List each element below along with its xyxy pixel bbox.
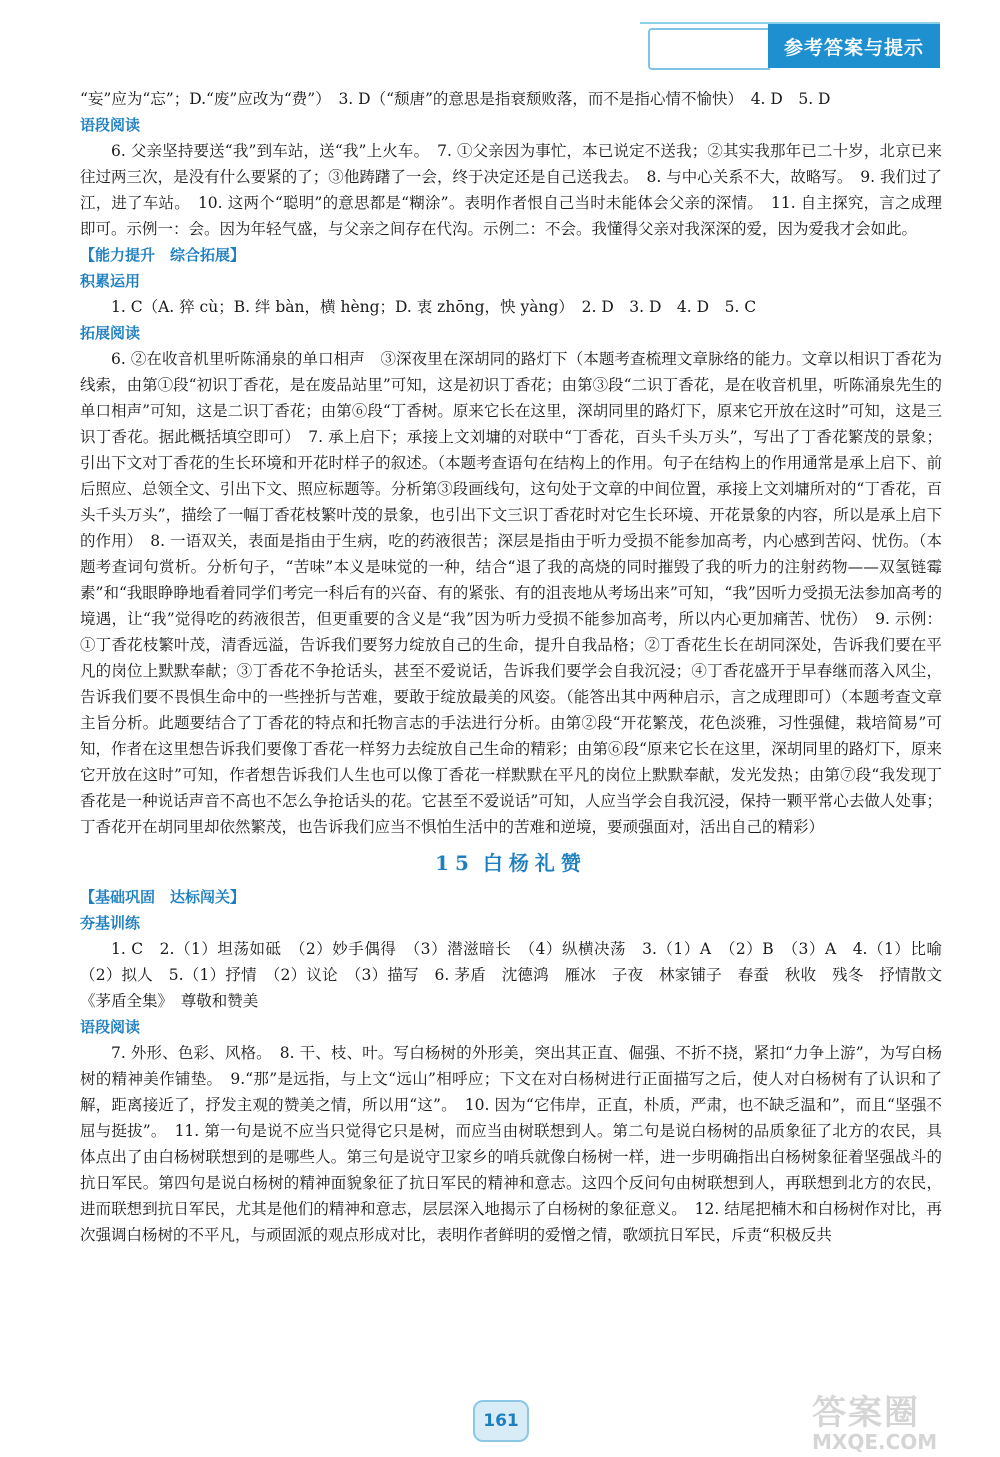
- chapter-title: [80, 846, 942, 880]
- answer-content: [80, 86, 958, 1248]
- answer-paragraph: 1. C（A. 猝 cù；B. 绊 bàn，横 hèng；D. 衷 zhōng，怏 yàng） 2. D 3. D 4. D 5. C: [111, 298, 757, 316]
- section-heading: 语段阅读: [80, 116, 141, 134]
- header-tab-title: 参考答案与提示: [768, 24, 940, 68]
- answer-paragraph: 1. C 2.（1）坦荡如砥 （2）妙手偶得 （3）潜滋暗长 （4）纵横决荡 3.（1）A （2）B （3）A 4.（1）比喻 （2）拟人 5.（1）抒情 （2）议论 （3）描写 6. 茅盾 沈德鸿 雁冰 子夜 林家铺子 春蚕 秋收 残冬 抒情散文 《茅盾全集》 尊敬和赞美: [80, 940, 958, 1010]
- watermark-logo: [812, 1385, 984, 1454]
- answer-paragraph: 6. ②在收音机里听陈涌泉的单口相声 ③深夜里在深胡同的路灯下（本题考查梳理文章脉络的能力。文章以相识丁香花为线索，由第①段“初识丁香花，是在废品站里”可知，这是初识丁香花；由第③段“二识丁香花，是在收音机里，听陈涌泉先生的单口相声”可知，这是二识丁香花；由第⑥段“丁香树。原来它长在这里，深胡同里的路灯下，原来它开放在这时”可知，这是三识丁香花。据此概括填空即可） 7. 承上启下；承接上文刘墉的对联中“丁香花，百头千头万头”，写出了丁香花繁茂的景象；引出下文对丁香花的生长环境和开花时样子的叙述。（本题考查语句在结构上的作用。句子在结构上的作用通常是承上启下、前后照应、总领全文、引出下文、照应标题等。分析第③段画线句，这句处于文章的中间位置，承接上文刘墉所对的“丁香花，百头千头万头”，描绘了一幅丁香花枝繁叶茂的景象，也引出下文三识丁香花时对它生长环境、开花景象的内容，所以是承上启下的作用） 8. 一语双关，表面是指由于生病，吃的药液很苦；深层是指由于听力受损不能参加高考，内心感到苦闷、忧伤。（本题考查词句赏析。分析句子，“苦味”本义是味觉的一种，结合“退了我的高烧的同时摧毁了我的听力的注射药物——双氢链霉素”和“我眼睁睁地看着同学们考完一科后有的兴奋、有的紧张、有的沮丧地从考场出来”可知，“我”因听力受损无法参加高考的境遇，让“我”觉得吃的药液很苦，但更重要的含义是“我”因为听力受损不能参加高考，所以内心更加痛苦、忧伤） 9. 示例：①丁香花枝繁叶茂，清香远溢，告诉我们要努力绽放自己的生命，提升自我品格；②丁香花生长在胡同深处，告诉我们要在平凡的岗位上默默奉献；③丁香花不争抢话头，甚至不爱说话，告诉我们要学会自我沉浸；④丁香花盛开于早春继而落入风尘，告诉我们要不畏惧生命中的一些挫折与苦难，要敢于绽放最美的风姿。（能答出其中两种启示，言之成理即可）（本题考查文章主旨分析。此题要结合了丁香花的特点和托物言志的手法进行分析。由第②段“开花繁茂，花色淡雅，习性强健，栽培简易”可知，作者在这里想告诉我们要像丁香花一样努力去绽放自己生命的精彩；由第⑥段“原来它长在这里，深胡同里的路灯下，原来它开放在这时”可知，作者想告诉我们人生也可以像丁香花一样默默在平凡的岗位上默默奉献，发光发热；由第⑦段“我发现丁香花是一种说话声音不高也不怎么争抢话头的花。它甚至不爱说话”可知，人应当学会自我沉浸，保持一颗平常心去做人处事；丁香花开在胡同里却依然繁茂，也告诉我们应当不惧怕生活中的苦难和逆境，要顽强面对，活出自己的精彩）: [80, 350, 942, 836]
- section-heading: 【基础巩固 达标闯关】: [80, 888, 246, 906]
- section-heading: 拓展阅读: [80, 324, 141, 342]
- section-heading: 积累运用: [80, 272, 141, 290]
- answer-paragraph: 6. 父亲坚持要送“我”到车站，送“我”上火车。 7. ①父亲因为事忙，本已说定不送我；②其实我那年已二十岁，北京已来往过两三次，是没有什么要紧的了；③他踌躇了一会，终于决定还是自己送我去。 8. 与中心关系不大，故略写。 9. 我们过了江，进了车站。 10. 这两个“聪明”的意思都是“糊涂”。表明作者恨自己当时未能体会父亲的深情。 11. 自主探究，言之成理即可。示例一：会。因为年轻气盛，与父亲之间存在代沟。示例二：不会。我懂得父亲对我深深的爱，因为爱我才会如此。: [80, 142, 942, 238]
- watermark-brand: 答案圈: [812, 1393, 920, 1433]
- section-heading: 语段阅读: [80, 1018, 141, 1036]
- page-number-badge: [473, 1400, 529, 1442]
- chapter-number: 15: [435, 851, 475, 875]
- chapter-name: 白杨礼赞: [482, 851, 587, 875]
- page-header: [0, 0, 1000, 100]
- page-number: 161: [473, 1400, 529, 1442]
- section-heading: 【能力提升 综合拓展】: [80, 246, 246, 264]
- section-heading: 夯基训练: [80, 914, 141, 932]
- watermark-url: MXQE.COM: [812, 1430, 938, 1454]
- answer-paragraph: 7. 外形、色彩、风格。 8. 干、枝、叶。写白杨树的外形美，突出其正直、倔强、不折不挠，紧扣“力争上游”，为写白杨树的精神美作铺垫。 9.“那”是远指，与上文“远山”相呼应；下文在对白杨树进行正面描写之后，使人对白杨树有了认识和了解，距离接近了，抒发主观的赞美之情，所以用“这”。 10. 因为“它伟岸，正直，朴质，严肃，也不缺乏温和”，而且“坚强不屈与挺拔”。 11. 第一句是说不应当只觉得它只是树，而应当由树联想到人。第二句是说白杨树的品质象征了北方的农民，具体点出了由白杨树联想到的是哪些人。第三句是说守卫家乡的哨兵就像白杨树一样，进一步明确指出白杨树象征着坚强战斗的抗日军民。第四句是说白杨树的精神面貌象征了抗日军民的精神和意志。这四个反问句由树联想到人，再联想到北方的农民，进而联想到抗日军民，尤其是他们的精神和意志，层层深入地揭示了白杨树的象征意义。 12. 结尾把楠木和白杨树作对比，再次强调白杨树的不平凡，与顽固派的观点形成对比，表明作者鲜明的爱憎之情，歌颂抗日军民，斥责“积极反共: [80, 1044, 942, 1244]
- header-blank-box: [648, 28, 770, 70]
- answer-paragraph: “妄”应为“忘”；D.“废”应改为“费”） 3. D（“颓唐”的意思是指衰颓败落，而不是指心情不愉快） 4. D 5. D: [80, 90, 831, 108]
